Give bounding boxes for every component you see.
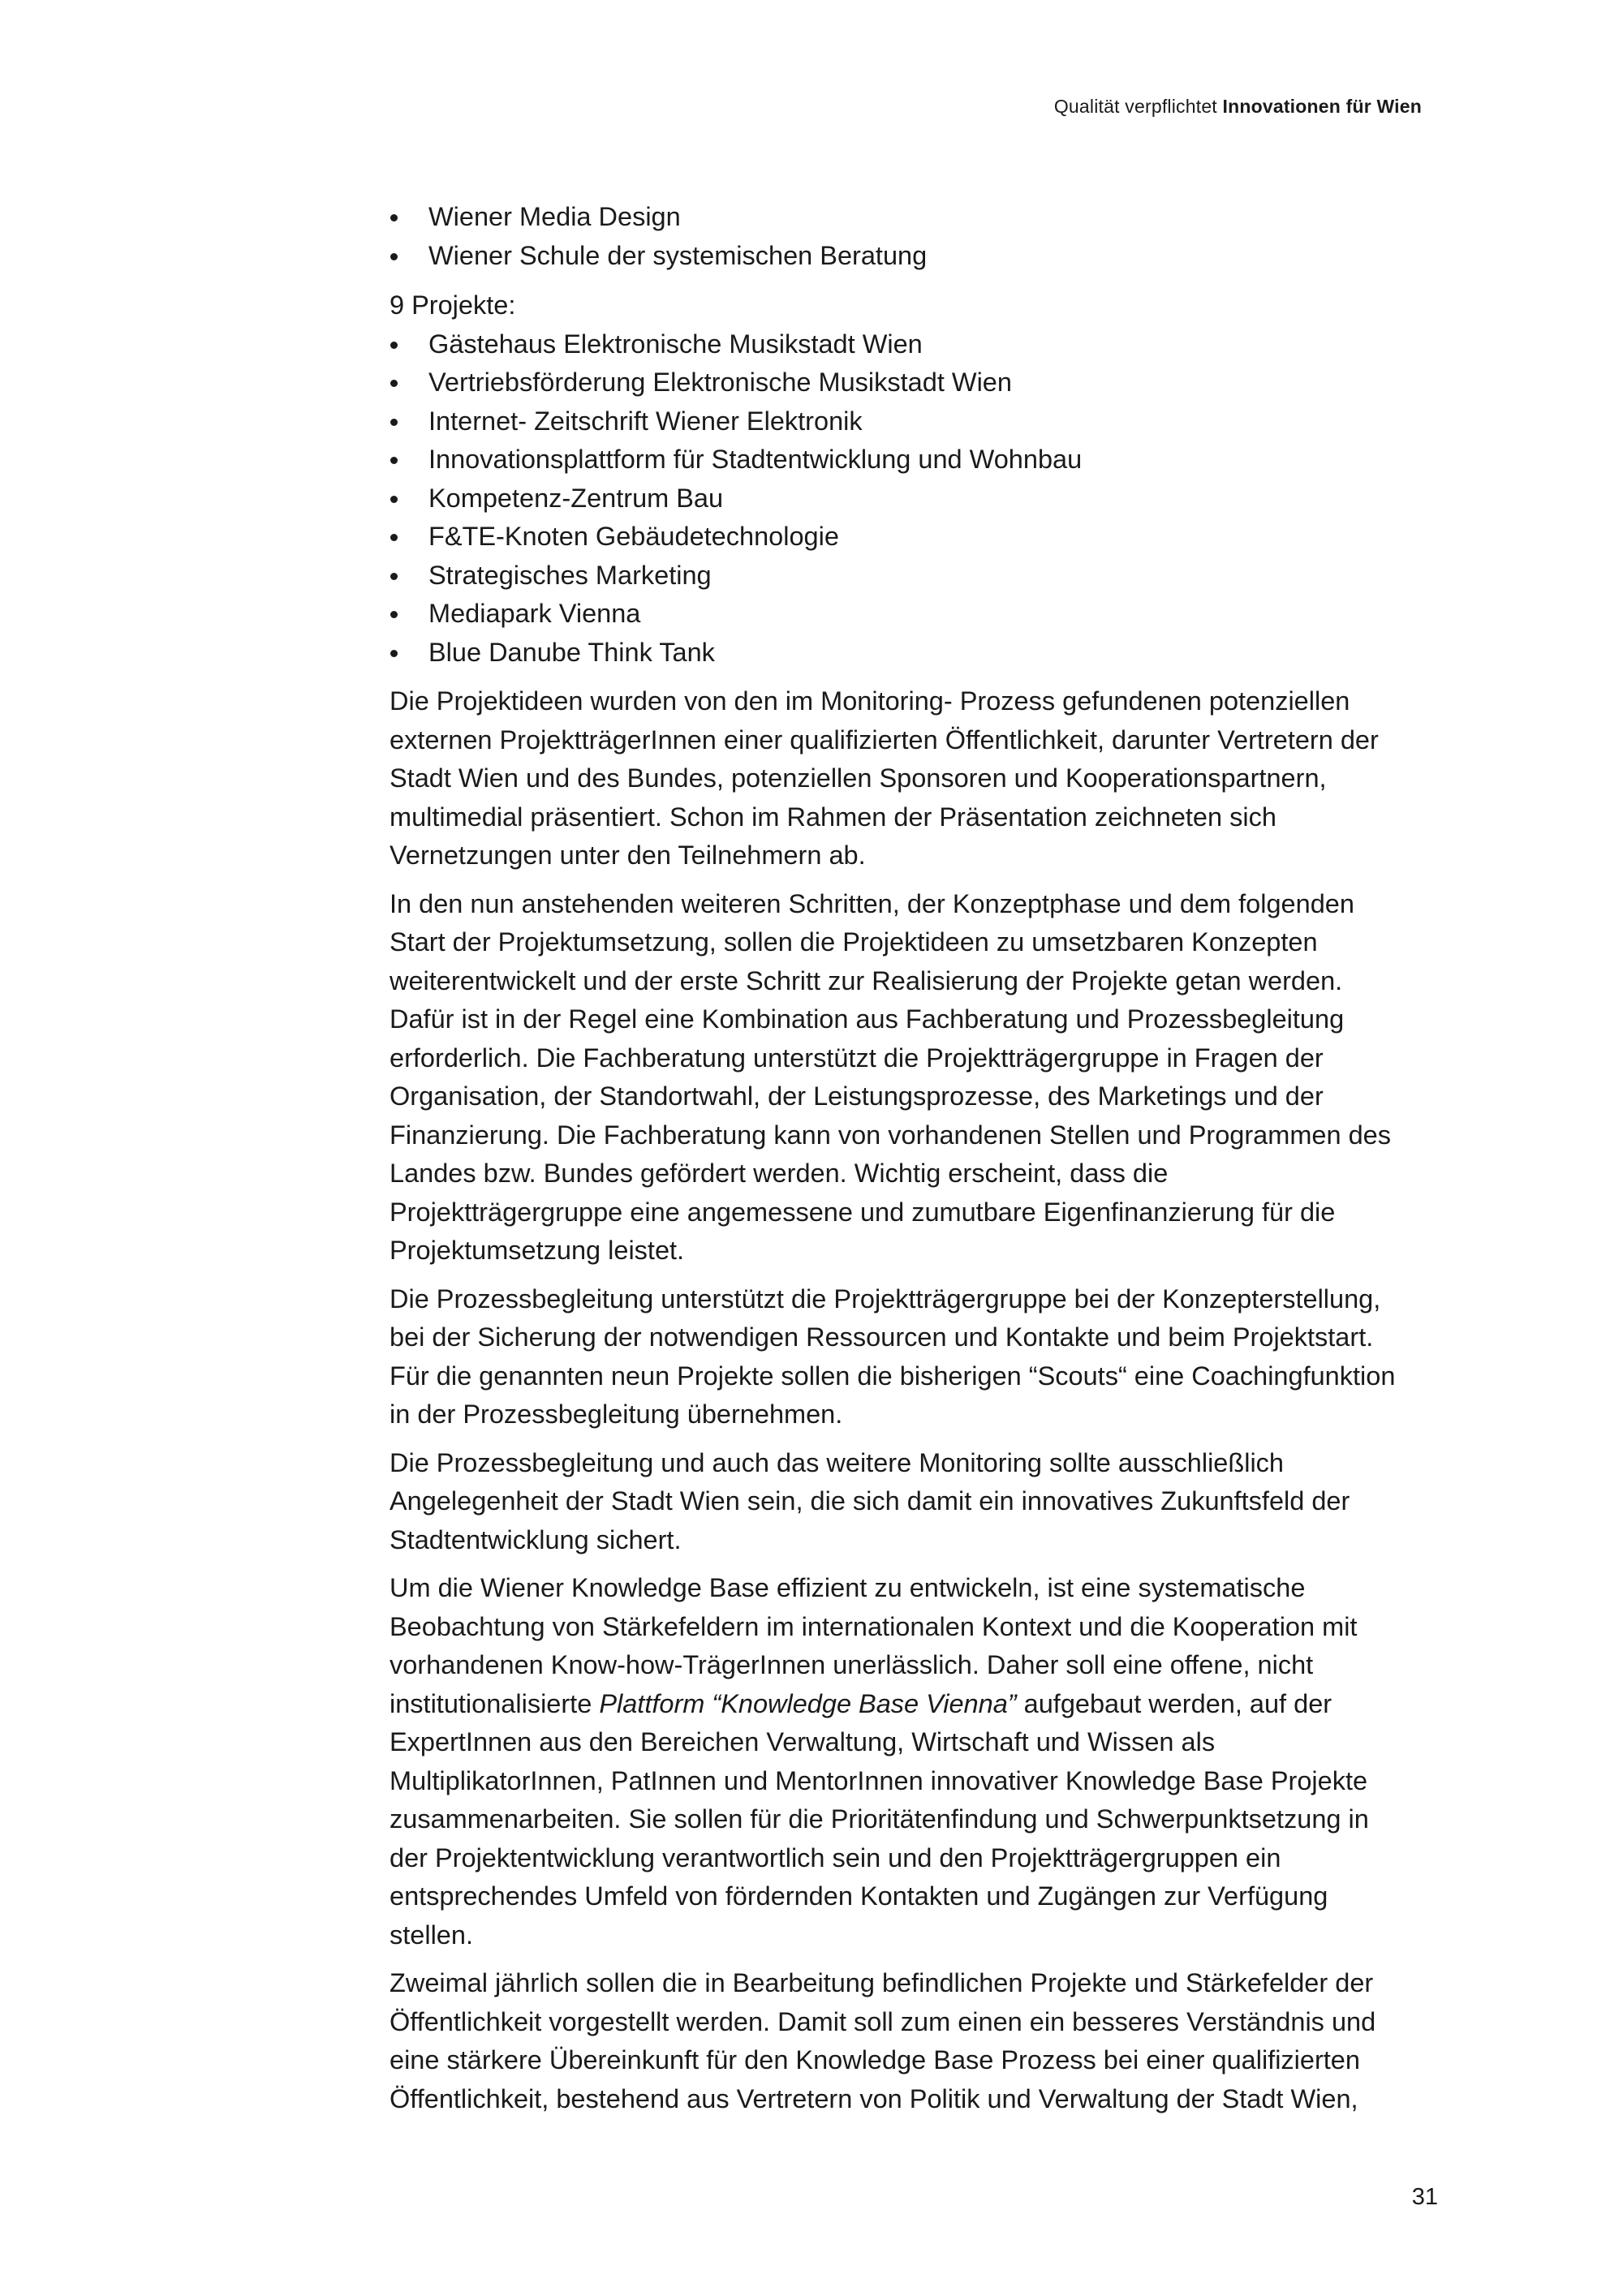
header-prefix: Qualität verpflichtet [1053,96,1217,117]
list-item: Gästehaus Elektronische Musikstadt Wien [390,325,1444,364]
page-number: 31 [1411,2184,1438,2210]
paragraph-monitoring: Die Prozessbegleitung und auch das weitere Monitoring sollte ausschließlich Angelegenheit der Stadt Wien sein, die sich damit ein innovatives Zukunftsfeld der Stadtentwicklung sichert. [390,1447,1350,1554]
platform-line: institutionalisierte Plattform “Knowledge Base Vienna” aufgebaut werden, auf der [390,1688,1332,1718]
list-item: Wiener Media Design [390,198,1444,237]
bullet-icon [390,253,398,260]
list-item: Strategisches Marketing [390,557,1444,595]
bullet-icon [390,214,398,221]
bullet-icon [390,342,398,349]
list-item: Innovationsplattform für Stadtentwicklung und Wohnbau [390,441,1444,479]
bullet-icon [390,419,398,426]
list-item: F&TE-Knoten Gebäudetechnologie [390,518,1444,557]
list-item: Vertriebsförderung Elektronische Musikstadt Wien [390,363,1444,402]
bullet-icon [390,650,398,657]
bullet-icon [390,611,398,618]
paragraph-project-presentation: Die Projektideen wurden von den im Monitoring- Prozess gefundenen potenziellen externen ProjektträgerInnen einer qualifizierten Öffentlichkeit, darunter Vertretern der Stadt Wien und des Bundes, potenziellen Sponsoren und Kooperationspartnern, multimedial präsentiert. Schon im Rahmen der Präsentation zeichneten sich Vernetzungen unter den Teilnehmern ab. [390,686,1379,870]
list-item: Kompetenz-Zentrum Bau [390,479,1444,518]
paragraph-process-support: Die Prozessbegleitung unterstützt die Projektträgergruppe bei der Konzepterstellung, bei der Sicherung der notwendigen Ressourcen und Kontakte und beim Projektstart. Für die genannten neun Projekte sollen die bisherigen “Scouts“ eine Coachingfunktion in der Prozessbegleitung übernehmen. [390,1283,1396,1429]
list-item: Mediapark Vienna [390,595,1444,634]
continued-bullet-list [390,198,1444,275]
running-header [1054,96,1422,118]
projects-list [390,325,1444,673]
projects-heading: 9 Projekte: [390,290,516,320]
bullet-icon [390,496,398,503]
bullet-icon [390,457,398,464]
list-item: Wiener Schule der systemischen Beratung [390,237,1444,276]
bullet-icon [390,534,398,541]
paragraph-knowledge-base-platform: Um die Wiener Knowledge Base effizient zu entwickeln, ist eine systematische Beobachtung von Stärkefeldern im internationalen Kontext und die Kooperation mit vorhandenen Know-how-TrägerInnen unerlässlich. Daher soll eine offene, nicht institutionalisierte Plattform “Knowledge Base Vienna” aufgebaut werden, auf der ExpertInnen aus den Bereichen Verwaltung, Wirtschaft und Wissen als MultiplikatorInnen, PatInnen und MentorInnen innovativer Knowledge Base Projekte zusammenarbeiten. Sie sollen für die Prioritätenfindung und Schwerpunktsetzung in der Projektentwicklung verantwortlich sein und den Projektträgergruppen ein entsprechendes Umfeld von fördernden Kontakten und Zugängen zur Verfügung stellen. [390,1569,1444,1954]
bullet-icon [390,380,398,387]
list-item: Blue Danube Think Tank [390,634,1444,673]
list-item: Internet- Zeitschrift Wiener Elektronik [390,402,1444,441]
bullet-icon [390,573,398,580]
page-body [390,198,1444,2118]
platform-name: Plattform “Knowledge Base Vienna” [599,1688,1017,1718]
header-title: Innovationen für Wien [1222,96,1422,117]
paragraph-next-steps: In den nun anstehenden weiteren Schritten, der Konzeptphase und dem folgenden Start der Projektumsetzung, sollen die Projektideen zu umsetzbaren Konzepten weiterentwickelt und der erste Schritt zur Realisierung der Projekte getan werden. Dafür ist in der Regel eine Kombination aus Fachberatung und Prozessbegleitung erforderlich. Die Fachberatung unterstützt die Projektträgergruppe in Fragen der Organisation, der Standortwahl, der Leistungsprozesse, des Marketings und der Finanzierung. Die Fachberatung kann von vorhandenen Stellen und Programmen des Landes bzw. Bundes gefördert werden. Wichtig erscheint, dass die Projektträgergruppe eine angemessene und zumutbare Eigenfinanzierung für die Projektumsetzung leistet. [390,888,1391,1265]
paragraph-public-presentation: Zweimal jährlich sollen die in Bearbeitung befindlichen Projekte und Stärkefelder der Öffentlichkeit vorgestellt werden. Damit soll zum einen ein besseres Verständnis und eine stärkere Übereinkunft für den Knowledge Base Prozess bei einer qualifizierten Öffentlichkeit, bestehend aus Vertretern von Politik und Verwaltung der Stadt Wien, [390,1968,1376,2113]
